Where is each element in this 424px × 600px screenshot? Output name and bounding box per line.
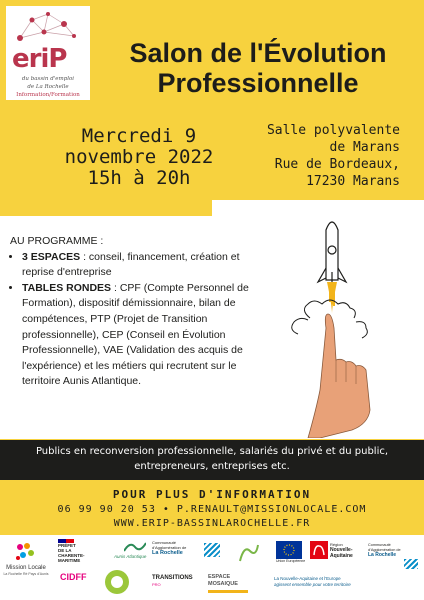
eu-flag-icon: [276, 541, 302, 559]
location-line: de Marans: [329, 140, 400, 155]
date-month: novembre 2022: [64, 146, 214, 168]
cidff-logo: CIDFF: [60, 572, 87, 582]
audience-line: entrepreneurs, entreprises etc.: [134, 461, 290, 472]
agglo-line: Communauté: [368, 543, 391, 547]
event-title-line2: Professionnelle: [157, 68, 359, 98]
agglo-stripes-icon: [404, 559, 418, 569]
event-date: [24, 126, 254, 189]
item-text: : CPF (Compte Personnel de Formation), dispositif démissionnaire, bilan de compétences, PTP (Projet de Transition professionnelle), CEP (Conseil en Évolution Professionnelle), VAE (Validation des acquis de l'expérience) et les métiers qui recrutent sur le territoire Aunis Atlantique.: [22, 281, 249, 388]
audience-banner: [0, 440, 424, 480]
info-heading: POUR PLUS D'INFORMATION: [112, 488, 312, 501]
date-hours: 15h à 20h: [87, 167, 191, 189]
agglo-line: La Rochelle: [152, 550, 183, 556]
prefet-line: CHARENTE-: [58, 553, 85, 558]
prefet-line: DE LA: [58, 548, 72, 553]
agglo-line: La Rochelle: [368, 552, 397, 558]
eu-caption: La Nouvelle-Aquitaine et l'Europe: [274, 576, 341, 581]
event-title-line1: Salon de l'Évolution: [129, 38, 387, 68]
espace-line: ESPACE: [208, 574, 231, 580]
network-icon: [14, 10, 80, 44]
green-circle-logo: [104, 569, 130, 595]
eu-caption: agissent ensemble pour votre territoire: [274, 582, 351, 587]
location-line: Rue de Bordeaux,: [274, 157, 400, 172]
rocket-hand-illustration: [280, 210, 420, 438]
agglo-line: d'Agglomération de: [368, 548, 401, 552]
erip-logo: [6, 6, 90, 100]
agglo-line: Communauté: [152, 540, 177, 545]
mission-locale-icon: [14, 541, 36, 563]
audience-line: Publics en reconversion professionnelle, salariés du privé et du public,: [35, 446, 389, 457]
prefet-line: PRÉFET: [58, 543, 76, 548]
mission-locale-name: Mission Locale: [6, 565, 46, 571]
programme-item-tables-rondes: [22, 281, 272, 390]
logo-tagline: du bassin d'emploi: [21, 76, 75, 82]
logo-wordmark: eriP: [12, 44, 67, 74]
programme-section: [10, 234, 272, 390]
programme-heading: AU PROGRAMME :: [10, 235, 104, 247]
item-text: : conseil, financement, création et reprise d'entreprise: [22, 250, 240, 279]
programme-item-espaces: [22, 250, 272, 281]
region-lion-icon: [310, 541, 328, 559]
location-line: Salle polyvalente: [266, 123, 400, 138]
transitions-sub: PRO: [152, 582, 161, 587]
espace-line: MOSAIQUE: [208, 581, 238, 587]
partner-mark-icon: [236, 541, 262, 567]
logo-tagline: Information/Formation: [16, 92, 80, 98]
logo-tagline: de La Rochelle: [27, 84, 69, 90]
agglo-stripes-icon: [204, 543, 220, 557]
partner-logos: [0, 535, 424, 600]
mission-locale-sub: La Rochelle Ré Pays d'Aunis: [3, 572, 49, 576]
item-title: 3 ESPACES: [22, 250, 81, 263]
website-link[interactable]: WWW.ERIP-BASSINLAROCHELLE.FR: [113, 518, 311, 529]
location-line: 17230 Marans: [306, 174, 400, 189]
region-line: Nouvelle-: [330, 547, 353, 553]
region-line: Aquitaine: [330, 553, 353, 559]
eu-name: Union Européenne: [276, 559, 306, 563]
agglo-line: d'Agglomération de: [152, 545, 187, 550]
aunis-name: Aunis Atlantique: [114, 554, 147, 559]
region-line: Région: [330, 542, 343, 547]
aunis-wave-icon: [124, 541, 146, 553]
event-location: [240, 122, 400, 190]
contact-line[interactable]: 06 99 90 20 53 • P.RENAULT@MISSIONLOCALE.COM: [57, 504, 367, 515]
transitions-name: TRANSITIONS: [152, 575, 193, 581]
prefet-line: MARITIME: [58, 558, 81, 563]
item-title: TABLES RONDES: [22, 281, 112, 294]
date-day: Mercredi 9: [81, 125, 197, 147]
